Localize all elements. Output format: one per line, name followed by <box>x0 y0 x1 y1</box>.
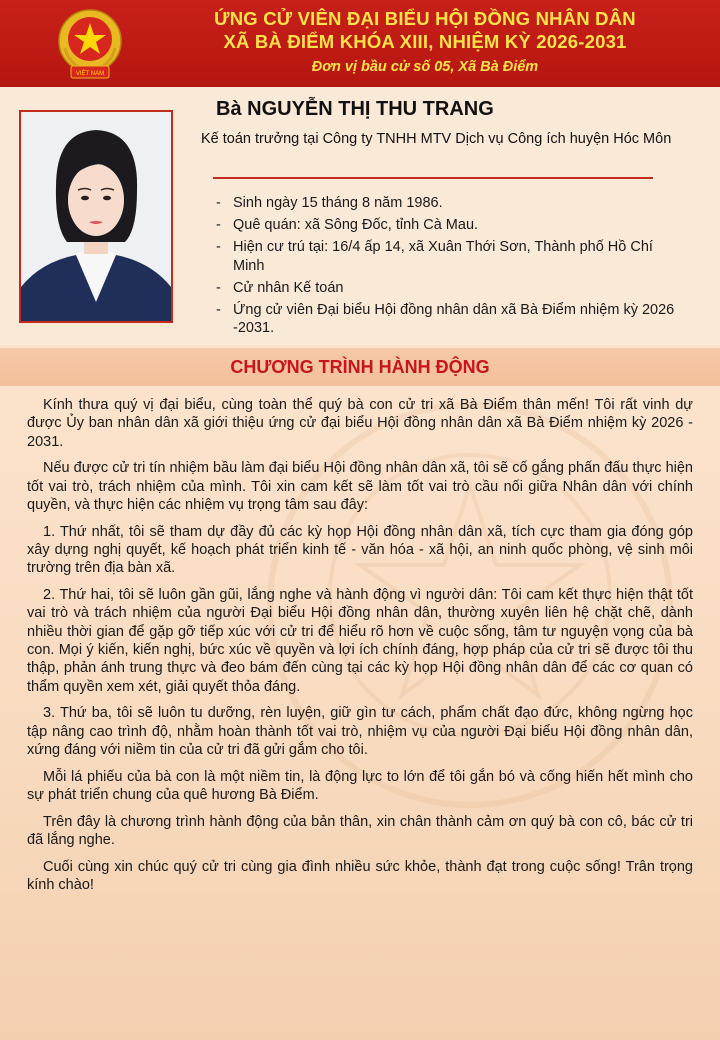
section-title: CHƯƠNG TRÌNH HÀNH ĐỘNG <box>230 357 490 377</box>
svg-text:VIỆT NAM: VIỆT NAM <box>75 71 105 77</box>
national-emblem-icon <box>57 8 123 82</box>
candidate-photo <box>19 110 173 323</box>
paragraph: 2. Thứ hai, tôi sẽ luôn gần gũi, lắng nghe và hành động vì người dân: Tôi cam kết thực hiện thật tốt vai trò và trách nhiệm của người Đại biểu Hội đồng nhân dân, thường xuyên liên hệ chặt chẽ, dành nhiều thời gian để gặp gỡ tiếp xúc với cử tri để hiểu rõ hơn về cuộc sống, tâm tư nguyện vọng của bà con. Mọi ý kiến, kiến nghị, bức xúc về quyền và lợi ích chính đáng, hợp pháp của cử tri sẽ được tôi thu thập, phản ánh trung thực và đeo bám đến cùng tại các kỳ họp Hội đồng nhân dân để các cơ quan có thẩm quyền xem xét, giải quyết thỏa đáng. <box>27 587 693 695</box>
divider <box>213 177 653 179</box>
header-title-line2: XÃ BÀ ĐIỂM KHÓA XIII, NHIỆM KỲ 2026-2031 <box>223 31 627 52</box>
header-subtitle: Đơn vị bầu cử số 05, Xã Bà Điểm <box>311 59 539 75</box>
action-program-text <box>27 396 693 903</box>
paragraph: Nếu được cử tri tín nhiệm bầu làm đại biểu Hội đồng nhân dân xã, tôi sẽ cố gắng phấn đấu thực hiện tốt vai trò, trách nhiệm của mình. Tôi xin cam kết sẽ làm tốt vai trò cầu nối giữa Nhân dân với chính quyền, và thực hiện các nhiệm vụ trọng tâm sau đây: <box>27 460 693 513</box>
bio-item-residence: - Hiện cư trú tại: 16/4 ấp 14, xã Xuân Thới Sơn, Thành phố Hồ Chí Minh <box>213 238 688 275</box>
candidate-bio-list <box>213 194 688 341</box>
paragraph: Trên đây là chương trình hành động của bản thân, xin chân thành cảm ơn quý bà con cô, bác cử tri đã lắng nghe. <box>27 813 693 849</box>
bio-item-birth: - Sinh ngày 15 tháng 8 năm 1986. <box>213 194 688 213</box>
paragraph: Mỗi lá phiếu của bà con là một niềm tin, là động lực to lớn để tôi gắn bó và cống hiến hết mình cho sự phát triển chung của quê hương Bà Điểm. <box>27 768 693 804</box>
bio-item-hometown: - Quê quán: xã Sông Đốc, tỉnh Cà Mau. <box>213 216 688 235</box>
paragraph: Kính thưa quý vị đại biểu, cùng toàn thể quý bà con cử tri xã Bà Điểm thân mến! Tôi rất vinh dự được Ủy ban nhân dân xã giới thiệu ứng cử đại biểu Hội đồng nhân dân xã Bà Điểm nhiệm kỳ 2026 - 2031. <box>27 397 693 450</box>
paragraph: 1. Thứ nhất, tôi sẽ tham dự đầy đủ các kỳ họp Hội đồng nhân dân xã, tích cực tham gia đóng góp xây dựng nghị quyết, kế hoạch phát triển kinh tế - văn hóa - xã hội, an ninh quốc phòng, vệ sinh môi trường trên địa bàn xã. <box>27 523 693 577</box>
paragraph: 3. Thứ ba, tôi sẽ luôn tu dưỡng, rèn luyện, giữ gìn tư cách, phẩm chất đạo đức, không ngừng học tập nâng cao trình độ, nhằm hoàn thành tốt vai trò, nhiệm vụ của người Đại biểu Hội đồng nhân dân, xứng đáng với niềm tin của cử tri đã gửi gắm cho tôi. <box>27 705 693 759</box>
bio-item-candidacy: - Ứng cử viên Đại biểu Hội đồng nhân dân xã Bà Điểm nhiệm kỳ 2026 -2031. <box>213 301 688 338</box>
header-title-line1: ỨNG CỬ VIÊN ĐẠI BIỂU HỘI ĐỒNG NHÂN DÂN <box>214 8 636 29</box>
paragraph: Cuối cùng xin chúc quý cử tri cùng gia đình nhiều sức khỏe, thành đạt trong cuộc sống! Trân trọng kính chào! <box>27 859 693 894</box>
candidate-name: Bà NGUYỄN THỊ THU TRANG <box>216 98 494 120</box>
candidate-job-title: Kế toán trưởng tại Công ty TNHH MTV Dịch vụ Công ích huyện Hóc Môn <box>201 131 672 147</box>
bio-item-degree: - Cử nhân Kế toán <box>213 279 688 298</box>
header-banner <box>0 0 720 87</box>
